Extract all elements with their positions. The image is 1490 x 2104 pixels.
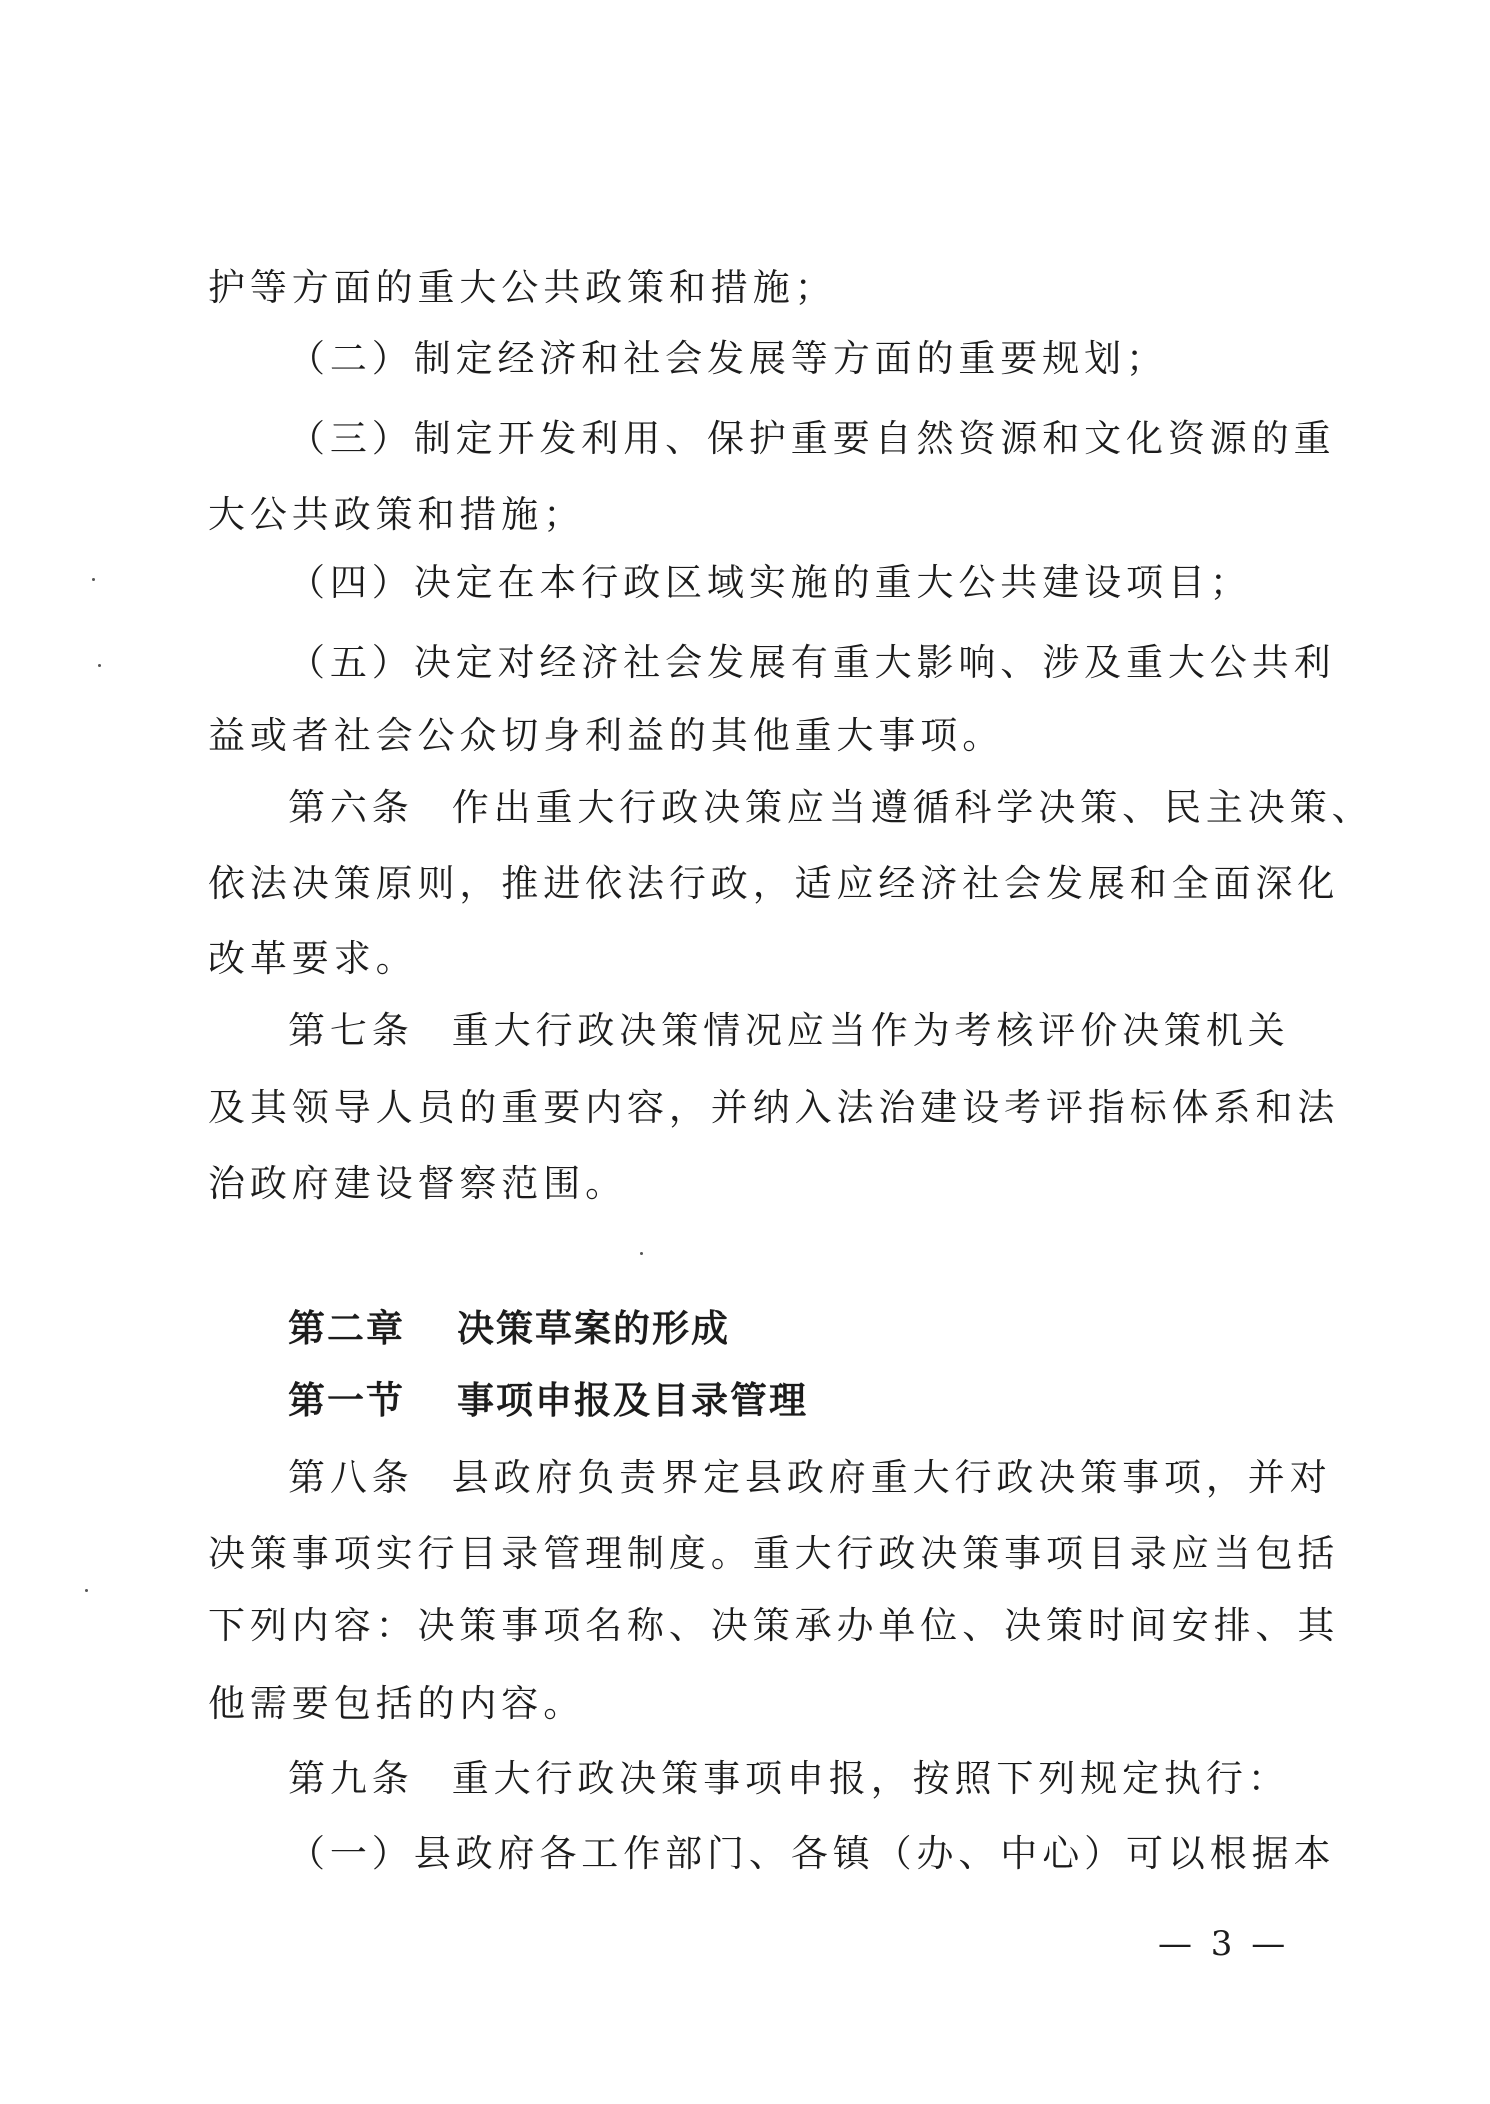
article-8-line (288, 1454, 1408, 1502)
text-line: （四）决定在本行政区域实施的重大公共建设项目； (288, 561, 1252, 604)
text-line: 下列内容：决策事项名称、决策承办单位、决策时间安排、其 (208, 1604, 1340, 1647)
chapter-heading (288, 1305, 1408, 1353)
scan-speck (640, 1252, 643, 1255)
text-line: （一）县政府各工作部门、各镇（办、中心）可以根据本 (288, 1832, 1336, 1875)
article-text: 重大行政决策事项申报，按照下列规定执行： (451, 1757, 1290, 1800)
article-7-line (288, 1007, 1408, 1055)
section-heading (288, 1377, 1408, 1425)
article-number: 第六条 (288, 786, 414, 829)
text-line: 他需要包括的内容。 (208, 1682, 586, 1725)
article-text: 重大行政决策情况应当作为考核评价决策机关 (451, 1009, 1290, 1052)
chapter-title: 决策草案的形成 (457, 1307, 730, 1350)
section-title: 事项申报及目录管理 (457, 1379, 808, 1422)
text-line: 益或者社会公众切身利益的其他重大事项。 (208, 714, 1005, 757)
text-line: 依法决策原则，推进依法行政，适应经济社会发展和全面深化 (208, 862, 1340, 905)
text-line: 改革要求。 (208, 937, 418, 980)
article-6-line (288, 784, 1408, 832)
text-line: 及其领导人员的重要内容，并纳入法治建设考评指标体系和法 (208, 1086, 1340, 1129)
text-line: 治政府建设督察范围。 (208, 1162, 627, 1205)
article-number: 第九条 (288, 1757, 414, 1800)
article-9-line (288, 1755, 1408, 1803)
page-number: — 3 — (1158, 1924, 1290, 1964)
article-text: 县政府负责界定县政府重大行政决策事项，并对 (451, 1456, 1332, 1499)
text-line: （五）决定对经济社会发展有重大影响、涉及重大公共利 (288, 641, 1336, 684)
text-line: （二）制定经济和社会发展等方面的重要规划； (288, 337, 1168, 380)
text-line: 护等方面的重大公共政策和措施； (208, 266, 837, 309)
text-line: 决策事项实行目录管理制度。重大行政决策事项目录应当包括 (208, 1532, 1340, 1575)
section-number: 第一节 (288, 1379, 405, 1422)
article-number: 第八条 (288, 1456, 414, 1499)
scan-speck (98, 664, 101, 667)
scan-speck (85, 1589, 88, 1592)
text-line: 大公共政策和措施； (208, 493, 586, 536)
article-number: 第七条 (288, 1009, 414, 1052)
text-line: （三）制定开发利用、保护重要自然资源和文化资源的重 (288, 417, 1336, 460)
article-text: 作出重大行政决策应当遵循科学决策、民主决策、 (451, 786, 1374, 829)
scan-speck (92, 578, 95, 581)
chapter-number: 第二章 (288, 1307, 405, 1350)
